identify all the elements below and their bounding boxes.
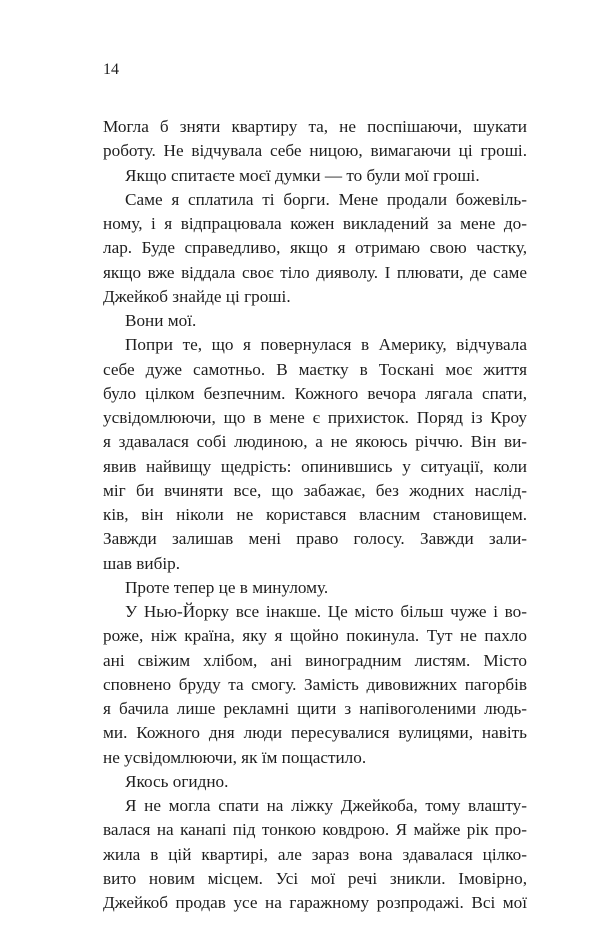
text-line: міг би вчиняти все, що забажає, без жодних наслід- xyxy=(103,480,527,500)
text-line: лар. Буде справедливо, якщо я отримаю свою частку, xyxy=(103,238,527,258)
text-line: Джейкоб знайде ці гроші. xyxy=(103,286,291,306)
text-line: Саме я сплатила ті борги. Мене продали божевіль- xyxy=(125,189,527,209)
text-line: себе дуже самотньо. В маєтку в Тоскані моє життя xyxy=(103,359,527,379)
text-line: Вони мої. xyxy=(125,311,197,330)
text-line: жила в цій квартирі, але зараз вона здавалася цілко- xyxy=(103,844,527,864)
text-line: було цілком безпечним. Кожного вечора лягала спати, xyxy=(103,383,527,403)
text-line: Якось огидно. xyxy=(125,771,229,791)
text-line: я бачила лише рекламні щити з напівоголеними людь- xyxy=(103,699,527,718)
text-line: ному, і я відпрацювала кожен викладений за мене до- xyxy=(103,214,527,233)
text-line: Якщо спитаєте моєї думки — то були мої гроші. xyxy=(125,165,480,185)
text-line: якщо вже віддала своє тіло дияволу. І плювати, де саме xyxy=(103,262,527,282)
text-line: шав вибір. xyxy=(103,553,180,573)
text-line: ми. Кожного дня люди пересувалися вулицями, навіть xyxy=(103,723,527,743)
text-line: ків, він ніколи не користався власним становищем. xyxy=(103,505,527,524)
text-line: Могла б зняти квартиру та, не поспішаючи, шукати xyxy=(103,117,527,136)
text-line: ані свіжим хлібом, ані виноградним листям. Місто xyxy=(103,650,527,670)
page-number: 14 xyxy=(103,61,119,78)
text-line: Завжди залишав мені право голосу. Завжди зали- xyxy=(103,529,527,549)
text-line: У Нью-Йорку все інакше. Це місто більш чуже і во- xyxy=(125,602,527,621)
text-line: явив найвищу щедрість: опинившись у ситуації, коли xyxy=(103,456,527,476)
text-line: Я не могла спати на ліжку Джейкоба, тому влашту- xyxy=(125,796,527,815)
text-line: Попри те, що я повернулася в Америку, відчувала xyxy=(125,335,527,355)
text-line: роботу. Не відчувала себе ницою, вимагаючи ці гроші. xyxy=(103,141,527,161)
body-text xyxy=(103,115,527,915)
text-line: Проте тепер це в минулому. xyxy=(125,577,329,597)
text-line: усвідомлюючи, що в мене є прихисток. Поряд із Кроу xyxy=(103,408,527,427)
text-line: валася на канапі під тонкою ковдрою. Я майже рік про- xyxy=(103,820,527,840)
text-line: не усвідомлюючи, як їм пощастило. xyxy=(103,747,367,767)
text-line: Джейкоб продав усе на гаражному розпродажі. Всі мої xyxy=(103,893,527,912)
text-line: сповнено бруду та смогу. Замість дивовижних пагорбів xyxy=(103,674,527,694)
text-line: я здавалася собі людиною, а не якоюсь річчю. Він ви- xyxy=(103,432,527,452)
text-line: роже, ніж країна, яку я щойно покинула. Тут не пахло xyxy=(103,626,527,646)
text-line: вито новим місцем. Усі мої речі зникли. Імовірно, xyxy=(103,868,527,888)
